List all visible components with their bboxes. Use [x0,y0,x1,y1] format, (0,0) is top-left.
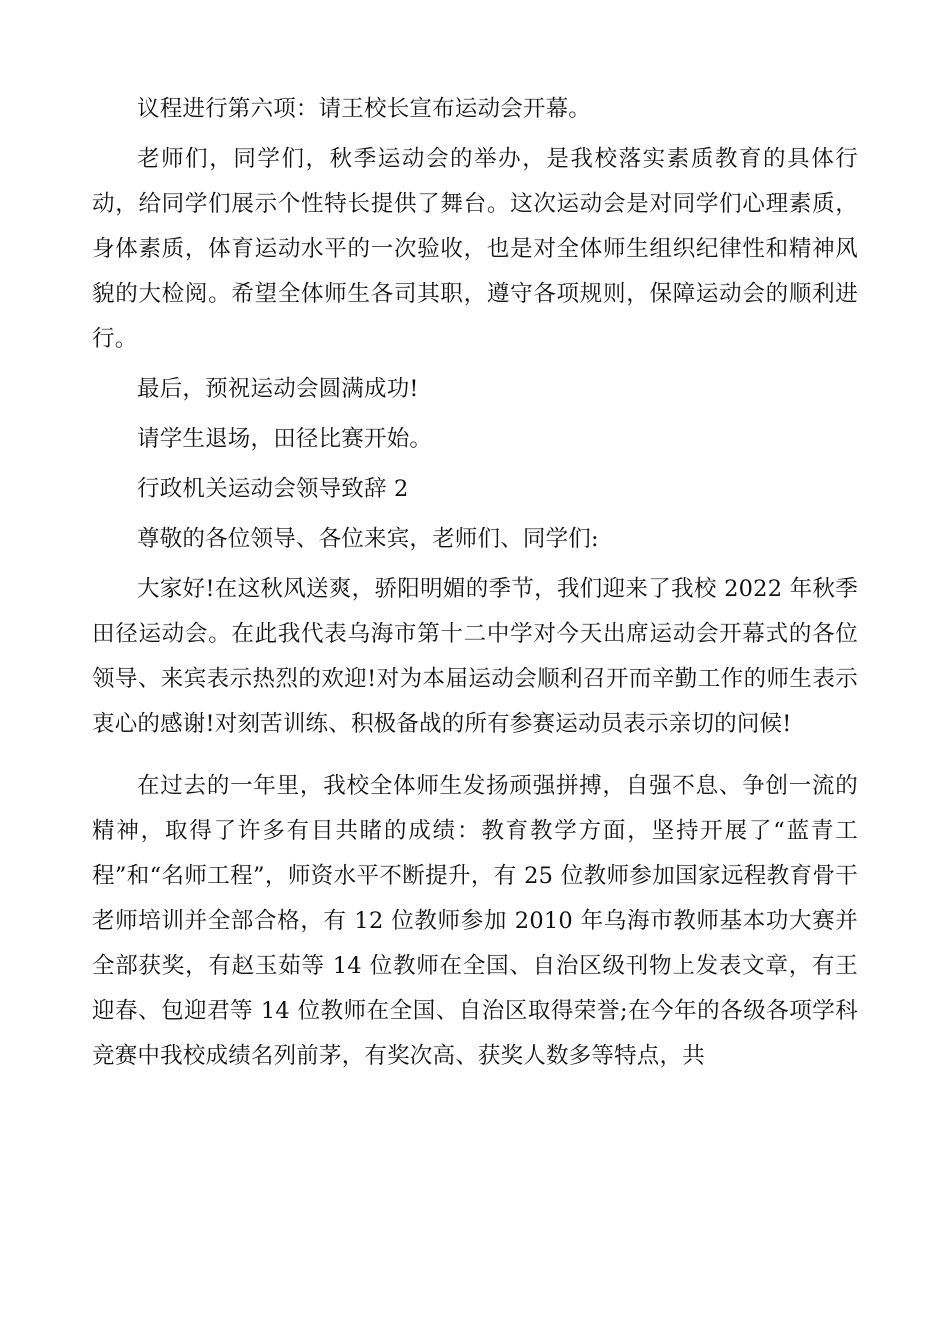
section-heading: 行政机关运动会领导致辞 2 [137,476,409,502]
document-body [92,87,858,1079]
paragraph-wishes: 最后，预祝运动会圆满成功! [137,376,419,402]
paragraph-agenda-item: 议程进行第六项：请王校长宣布运动会开幕。 [137,96,592,122]
paragraph-achievements: 在过去的一年里，我校全体师生发扬顽强拼搏，自强不息、争创一流的精神，取得了许多有目共睹的成绩：教育教学方面，坚持开展了“蓝青工程”和“名师工程”，师资水平不断提升，有 25 位教师参加国家远程教育骨干老师培训并全部合格，有 12 位教师参加 2010 年乌海市教师基本功大赛并全部获奖，有赵玉茹等 14 位教师在全国、自治区级刊物上发表文章，有王迎春、包迎君等 14 位教师在全国、自治区取得荣誉;在今年的各级各项学科竞赛中我校成绩名列前茅，有奖次高、获奖人数多等特点，共 [92,773,858,1069]
paragraph-salutation: 尊敬的各位领导、各位来宾，老师们、同学们: [137,526,599,552]
paragraph-students-exit: 请学生退场，田径比赛开始。 [137,426,433,452]
paragraph-greeting: 大家好!在这秋风送爽，骄阳明媚的季节，我们迎来了我校 2022 年秋季田径运动会。在此我代表乌海市第十二中学对今天出席运动会开幕式的各位领导、来宾表示热烈的欢迎!对为本届运动会顺利召开而辛勤工作的师生表示衷心的感谢!对刻苦训练、积极备战的所有参赛运动员表示亲切的问候! [92,576,858,737]
paragraph-principal-speech: 老师们，同学们，秋季运动会的举办，是我校落实素质教育的具体行动，给同学们展示个性特长提供了舞台。这次运动会是对同学们心理素质，身体素质，体育运动水平的一次验收，也是对全体师生组织纪律性和精神风貌的大检阅。希望全体师生各司其职，遵守各项规则，保障运动会的顺利进行。 [92,146,858,352]
